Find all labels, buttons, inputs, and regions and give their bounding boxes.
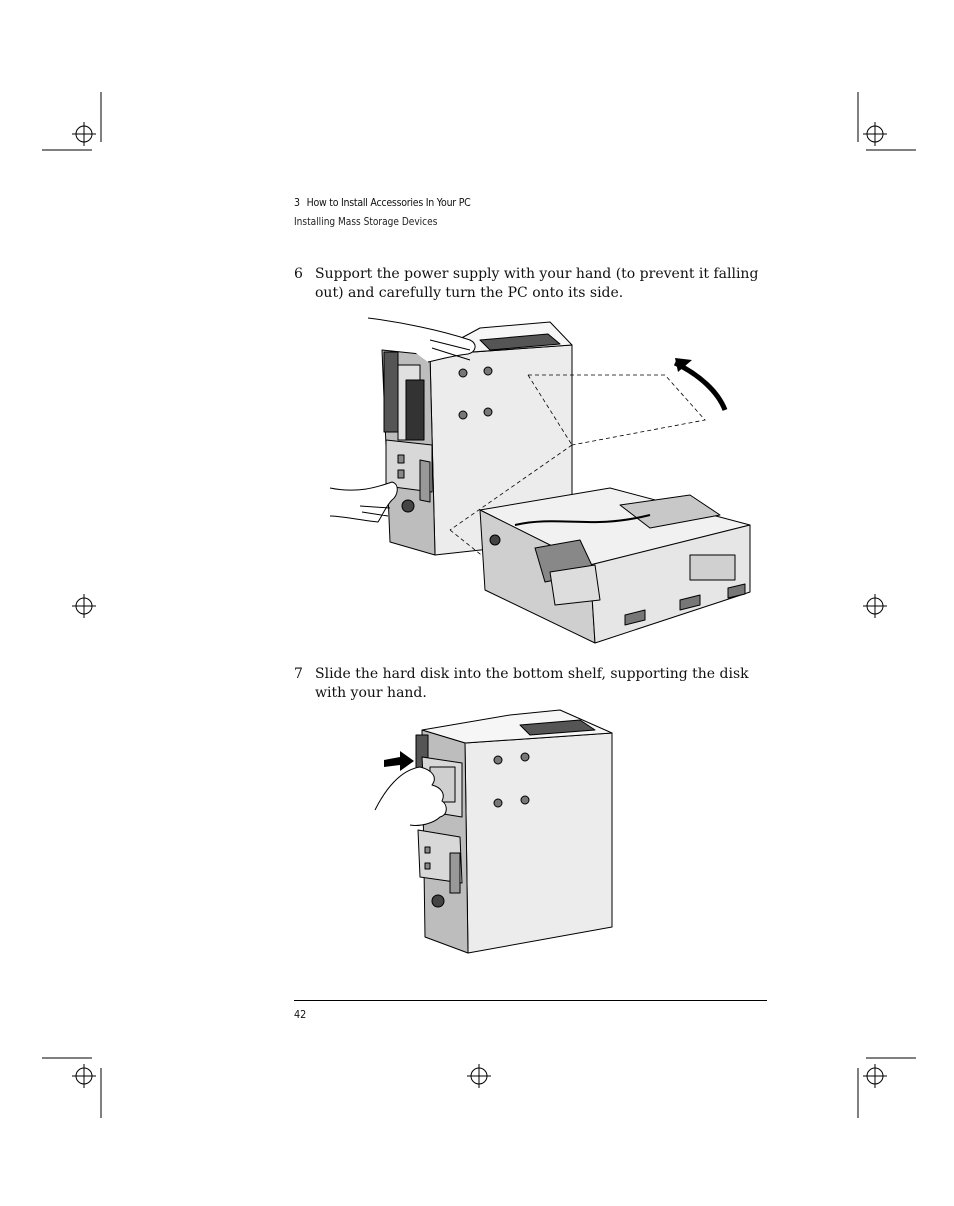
footer-rule: [294, 1000, 767, 1001]
chapter-number: 3: [294, 196, 300, 209]
section-title: Installing Mass Storage Devices: [294, 216, 438, 228]
step-7: [294, 665, 774, 703]
step-text: Slide the hard disk into the bottom shelf, supporting the disk with your hand.: [315, 666, 749, 701]
figure-slide-hard-disk: [370, 705, 620, 960]
step-6: [294, 265, 774, 303]
step-number: 7: [294, 666, 303, 682]
page-number: 42: [294, 1008, 307, 1021]
step-text: Support the power supply with your hand (to prevent it falling out) and carefully turn the PC onto its side.: [315, 266, 759, 301]
figure-turn-pc-on-side: [320, 310, 760, 650]
chapter-heading: [294, 196, 470, 209]
chapter-title: How to Install Accessories In Your PC: [306, 196, 471, 209]
step-number: 6: [294, 266, 303, 282]
